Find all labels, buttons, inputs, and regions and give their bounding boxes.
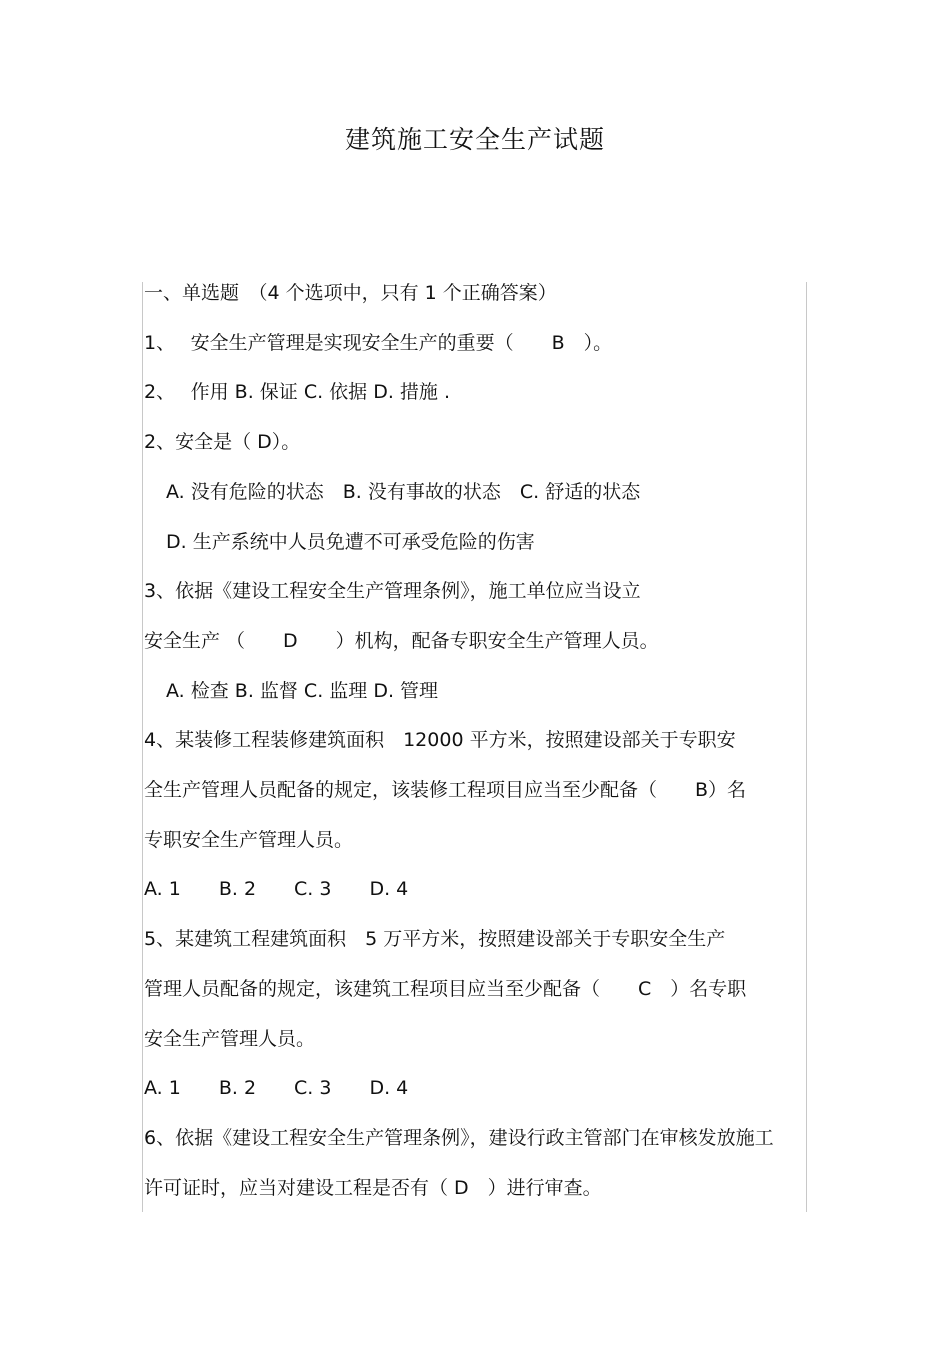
- text-line: 全生产管理人员配备的规定，该装修工程项目应当至少配备（ B）名: [144, 779, 747, 801]
- text-line: 安全生产 （ D ）机构，配备专职安全生产管理人员。: [144, 629, 659, 652]
- margin-line-left: [142, 282, 143, 1212]
- page-title: 建筑施工安全生产试题: [344, 125, 605, 154]
- text-line: 安全生产管理人员。: [144, 1027, 316, 1050]
- text-line: 专职安全生产管理人员。: [144, 828, 354, 851]
- margin-line-right: [806, 282, 807, 1212]
- text-line: 许可证时，应当对建设工程是否有（ D ）进行审查。: [144, 1176, 602, 1199]
- option-line: A. 没有危险的状态 B. 没有事故的状态 C. 舒适的状态: [166, 480, 641, 503]
- text-line: 3、依据《建设工程安全生产管理条例》，施工单位应当设立: [144, 580, 641, 603]
- text-line: 4、某装修工程装修建筑面积 12000 平方米，按照建设部关于专职安: [144, 729, 736, 752]
- text-line: 6、依据《建设工程安全生产管理条例》，建设行政主管部门在审核发放施工: [144, 1126, 774, 1149]
- text-line: 2、 作用 B. 保证 C. 依据 D. 措施 .: [144, 381, 450, 404]
- section-heading: 一、单选题 （4 个选项中，只有 1 个正确答案）: [144, 282, 557, 304]
- text-line: 1、 安全生产管理是实现安全生产的重要（ B ）。: [144, 331, 613, 354]
- option-line: A. 检查 B. 监督 C. 监理 D. 管理: [166, 679, 439, 702]
- text-line: 5、某建筑工程建筑面积 5 万平方米，按照建设部关于专职安全生产: [144, 928, 726, 951]
- text-line: 管理人员配备的规定，该建筑工程项目应当至少配备（ C ）名专职: [144, 977, 747, 1000]
- option-line: D. 生产系统中人员免遭不可承受危险的伤害: [166, 530, 535, 553]
- option-line: A. 1 B. 2 C. 3 D. 4: [144, 878, 409, 901]
- option-line: A. 1 B. 2 C. 3 D. 4: [144, 1077, 409, 1100]
- text-line: 2、安全是（ D）。: [144, 431, 301, 454]
